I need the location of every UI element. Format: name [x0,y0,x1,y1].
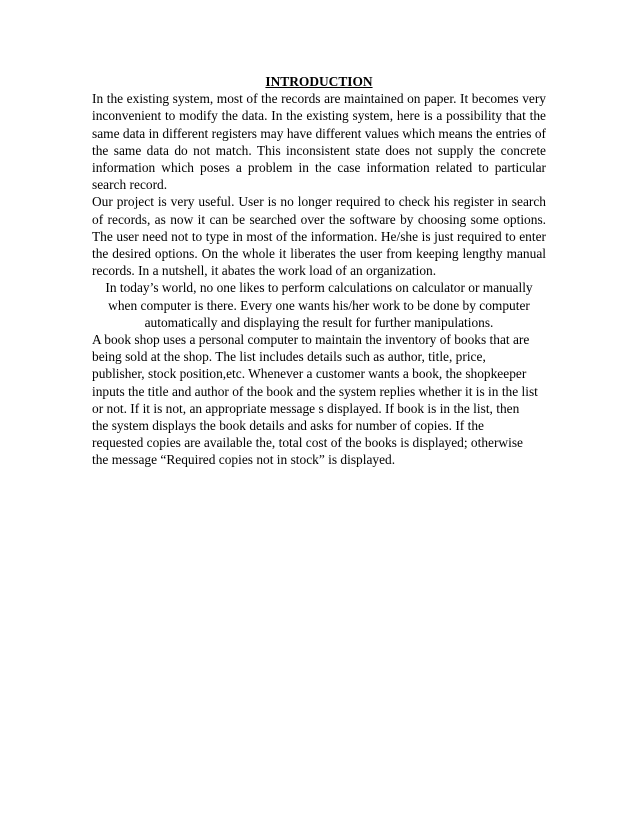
paragraph-existing-system: In the existing system, most of the records are maintained on paper. It becomes very inconvenient to modify the data. In the existing system, here is a possibility that the same data in different registers may have different values which means the entries of the same data do not match. This inconsistent state does not supply the concrete information which poses a problem in the case information related to particular search record. [92,91,546,193]
document-body [92,73,546,469]
paragraph-project-usefulness: Our project is very useful. User is no longer required to check his register in search of records, as now it can be searched over the software by choosing some options. The user need not to type in most of the information. He/she is just required to enter the desired options. On the whole it liberates the user from keeping lengthy manual records. In a nutshell, it abates the work load of an organization. [92,194,546,279]
document-title: INTRODUCTION [265,74,373,89]
paragraph-todays-world: In today’s world, no one likes to perform calculations on calculator or manually when computer is there. Every one wants his/her work to be done by computer automatically and displaying the result for further manipulations. [105,280,533,330]
paragraph-book-shop: A book shop uses a personal computer to maintain the inventory of books that are being sold at the shop. The list includes details such as author, title, price, publisher, stock position,etc. Whenever a customer wants a book, the shopkeeper inputs the title and author of the book and the system replies whether it is in the list or not. If it is not, an appropriate message s displayed. If book is in the list, then the system displays the book details and asks for number of copies. If the requested copies are available the, total cost of the books is displayed; otherwise the message “Required copies not in stock” is displayed. [92,332,538,468]
